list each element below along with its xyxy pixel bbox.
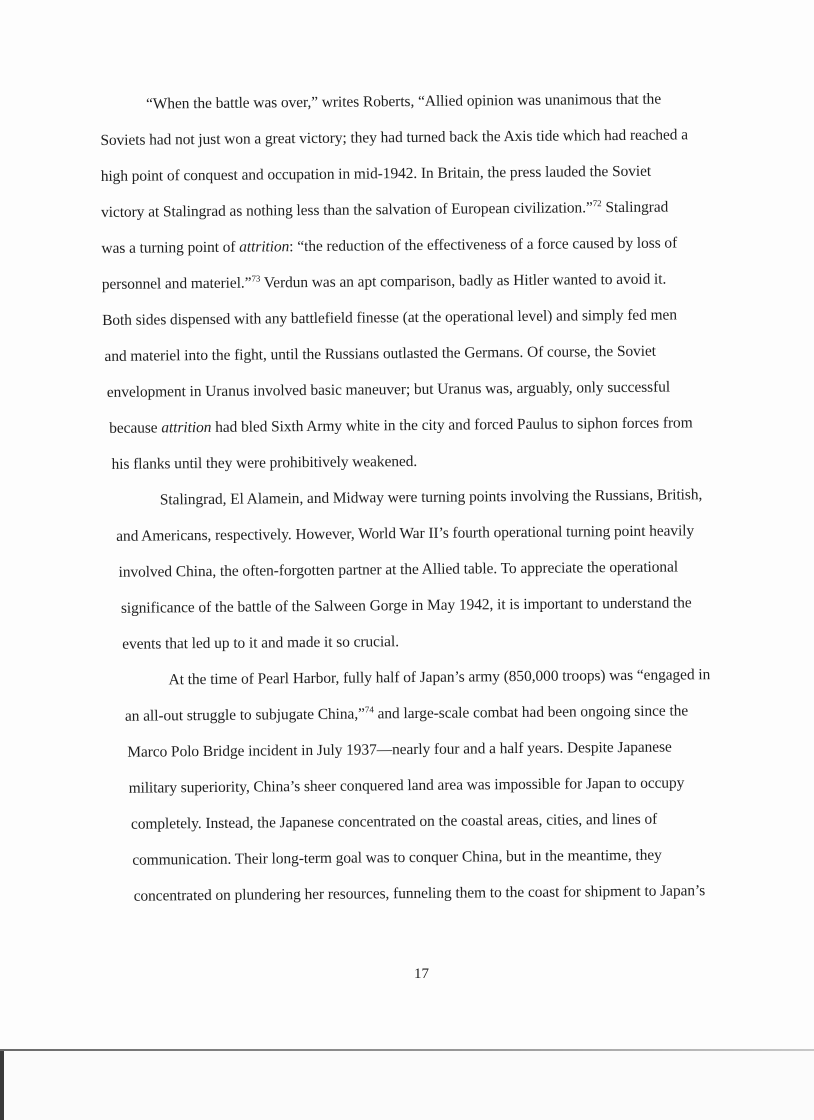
text-line: communication. Their long-term goal was to conquer China, but in the meantime, they bbox=[132, 846, 662, 869]
text-run: : “the reduction of the effectiveness of a force caused by loss of bbox=[289, 234, 678, 256]
text-line: Stalingrad, El Alamein, and Midway were turning points involving the Russians, British, bbox=[159, 486, 703, 509]
text-line: events that led up to it and made it so crucial. bbox=[122, 633, 400, 653]
text-run: because bbox=[109, 419, 162, 437]
text-line: and Americans, respectively. However, World War II’s fourth operational turning point heavily bbox=[116, 522, 695, 545]
text-line: “When the battle was over,” writes Roberts, “Allied opinion was unanimous that the bbox=[145, 90, 662, 113]
text-line: concentrated on plundering her resources, funneling them to the coast for shipment to Japan’s bbox=[133, 882, 706, 905]
text-line: envelopment in Uranus involved basic maneuver; but Uranus was, arguably, only successful bbox=[106, 378, 671, 401]
text-line: involved China, the often-forgotten partner at the Allied table. To appreciate the operational bbox=[118, 558, 679, 581]
page-number: 17 bbox=[414, 966, 429, 982]
text-run: an all-out struggle to subjugate China,” bbox=[124, 705, 365, 725]
text-run: Verdun was an apt comparison, badly as Hitler wanted to avoid it. bbox=[260, 270, 667, 292]
footnote-ref-73: 73 bbox=[251, 273, 261, 284]
text-line: high point of conquest and occupation in mid-1942. In Britain, the press lauded the Soviet bbox=[100, 162, 652, 185]
text-run: had bled Sixth Army white in the city and forced Paulus to siphon forces from bbox=[211, 414, 693, 436]
scanner-edge-shadow bbox=[0, 1051, 4, 1120]
text-line: his flanks until they were prohibitively weakened. bbox=[111, 452, 418, 473]
text-run: and large-scale combat had been ongoing since the bbox=[373, 702, 689, 723]
scanner-bed-area bbox=[0, 1051, 814, 1120]
text-line: At the time of Pearl Harbor, fully half of Japan’s army (850,000 troops) was “engaged in bbox=[168, 666, 711, 689]
footnote-ref-72: 72 bbox=[592, 198, 602, 209]
text-run: was a turning point of bbox=[101, 238, 240, 257]
text-line: Both sides dispensed with any battlefield finesse (at the operational level) and simply fed men bbox=[102, 306, 678, 329]
text-line: and materiel into the fight, until the Russians outlasted the Germans. Of course, the Soviet bbox=[104, 342, 657, 365]
text-line bbox=[101, 234, 677, 258]
text-run: victory at Stalingrad as nothing less than the salvation of European civilization.” bbox=[101, 199, 593, 221]
italic-term: attrition bbox=[161, 418, 212, 437]
text-line: Soviets had not just won a great victory; they had turned back the Axis tide which had reached a bbox=[100, 126, 689, 149]
body-text bbox=[100, 90, 711, 905]
text-line bbox=[102, 271, 667, 294]
text-line: military superiority, China’s sheer conquered land area was impossible for Japan to occupy bbox=[128, 774, 685, 797]
text-line: completely. Instead, the Japanese concentrated on the coastal areas, cities, and lines of bbox=[130, 810, 658, 833]
text-line bbox=[109, 414, 693, 438]
text-line bbox=[101, 199, 668, 222]
footnote-ref-74: 74 bbox=[364, 704, 374, 715]
text-line: significance of the battle of the Salween Gorge in May 1942, it is important to understand the bbox=[120, 594, 692, 617]
italic-term: attrition bbox=[239, 238, 290, 256]
text-run: Stalingrad bbox=[601, 198, 669, 217]
text-line: Marco Polo Bridge incident in July 1937—nearly four and a half years. Despite Japanese bbox=[127, 738, 672, 761]
text-run: personnel and materiel.” bbox=[101, 274, 252, 293]
text-line bbox=[125, 702, 688, 725]
